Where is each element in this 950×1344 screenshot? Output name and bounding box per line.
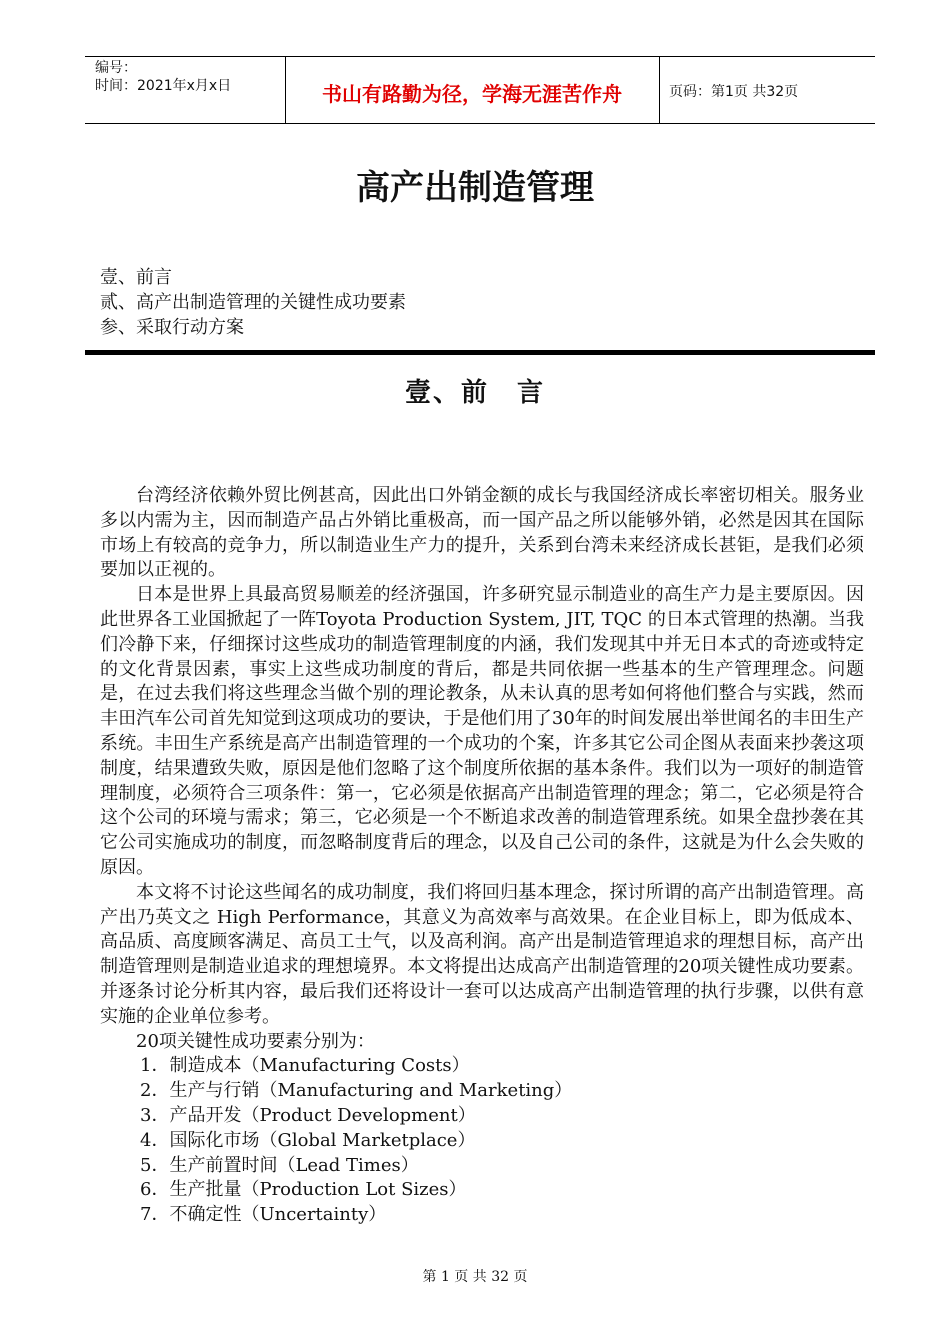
document-title: 高产出制造管理	[356, 168, 594, 208]
paragraph: 台湾经济依赖外贸比例甚高，因此出口外销金额的成长与我国经济成长率密切相关。服务业多以内需为主，因而制造产品占外销比重极高，而一国产品之所以能够外销，必然是因其在国际市场上有较高的竞争力，所以制造业生产力的提升，关系到台湾未来经济成长甚钜，是我们必须要加以正视的。	[100, 485, 864, 581]
page-footer: 第 1 页 共 32 页	[422, 1269, 528, 1285]
toc-item: 贰、高产出制造管理的关键性成功要素	[100, 292, 406, 313]
list-item: 7．不确定性（Uncertainty）	[140, 1204, 387, 1226]
header-meta	[95, 59, 231, 95]
list-item: 5．生产前置时间（Lead Times）	[140, 1154, 419, 1176]
page-header	[85, 56, 875, 124]
body-text	[100, 484, 864, 1228]
list-item: 3．产品开发（Product Development）	[140, 1104, 476, 1126]
toc-item: 壹、前言	[100, 267, 172, 288]
code-label: 编号：	[95, 60, 137, 76]
list-item: 6．生产批量（Production Lot Sizes）	[140, 1179, 467, 1201]
factor-list	[100, 1054, 864, 1228]
header-motto: 书山有路勤为径，学海无涯苦作舟	[322, 82, 622, 106]
section-title: 壹、前 言	[404, 378, 545, 408]
header-page-info: 页码：第1页 共32页	[669, 84, 799, 100]
time-label: 时间：2021年x月x日	[95, 78, 232, 94]
list-item: 2．生产与行销（Manufacturing and Marketing）	[140, 1080, 573, 1102]
toc-item: 参、采取行动方案	[100, 317, 244, 338]
list-item: 4．国际化市场（Global Marketplace）	[140, 1129, 476, 1151]
list-intro: 20项关键性成功要素分别为：	[136, 1030, 375, 1052]
paragraph: 本文将不讨论这些闻名的成功制度，我们将回归基本理念，探讨所谓的高产出制造管理。高产出乃英文之 High Performance，其意义为高效率与高效果。在企业目标上，即为低成本、高品质、高度顾客满足、高员工士气，以及高利润。高产出是制造管理追求的理想目标，高产出制造管理则是制造业追求的理想境界。本文将提出达成高产出制造管理的20项关键性成功要素。并逐条讨论分析其内容，最后我们还将设计一套可以达成高产出制造管理的执行步骤，以供有意实施的企业单位参考。	[100, 881, 864, 1027]
table-of-contents	[100, 265, 406, 340]
section-divider	[85, 350, 875, 355]
paragraph: 日本是世界上具最高贸易顺差的经济强国，许多研究显示制造业的高生产力是主要原因。因此世界各工业国掀起了一阵Toyota Production System, JIT, TQC 的日本式管理的热潮。当我们冷静下来，仔细探讨这些成功的制造管理制度的内涵，我们发现其中并无日本式的奇迹或特定的文化背景因素，事实上这些成功制度的背后，都是共同依据一些基本的生产管理理念。问题是，在过去我们将这些理念当做个别的理论教条，从未认真的思考如何将他们整合与实践，然而丰田汽车公司首先知觉到这项成功的要诀，于是他们用了30年的时间发展出举世闻名的丰田生产系统。丰田生产系统是高产出制造管理的一个成功的个案，许多其它公司企图从表面来抄袭这项制度，结果遭致失败，原因是他们忽略了这个制度所依据的基本条件。我们以为一项好的制造管理制度，必须符合三项条件：第一，它必须是依据高产出制造管理的理念；第二，它必须是符合这个公司的环境与需求；第三，它必须是一个不断追求改善的制造管理系统。如果全盘抄袭在其它公司实施成功的制度，而忽略制度背后的理念，以及自己公司的条件，这就是为什么会失败的原因。	[100, 584, 864, 878]
list-item: 1．制造成本（Manufacturing Costs）	[140, 1055, 470, 1077]
header-divider	[659, 57, 660, 123]
